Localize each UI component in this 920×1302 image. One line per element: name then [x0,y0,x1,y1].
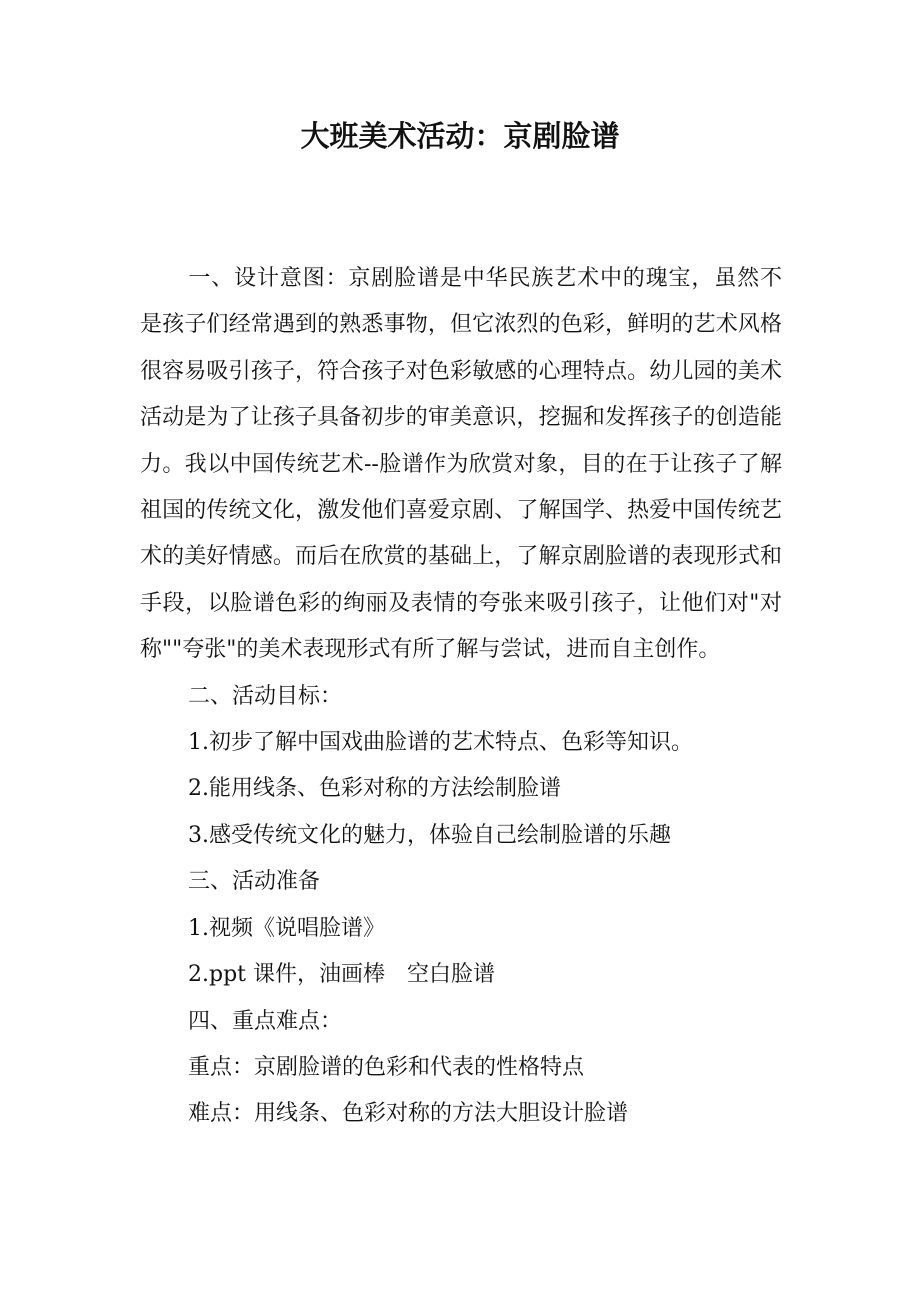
goal-item-3: 3.感受传统文化的魅力，体验自己绘制脸谱的乐趣 [188,822,671,848]
difficulty-item: 难点：用线条、色彩对称的方法大胆设计脸谱 [188,1101,629,1127]
heading-key-difficulties: 四、重点难点： [188,1008,343,1034]
goal-item-2: 2.能用线条、色彩对称的方法绘制脸谱 [188,776,561,802]
heading-activity-preparation: 三、活动准备 [188,869,321,895]
document-title: 大班美术活动：京剧脸谱 [300,119,620,153]
goal-item-1: 1.初步了解中国戏曲脸谱的艺术特点、色彩等知识。 [188,730,693,756]
preparation-item-1: 1.视频《说唱脸谱》 [188,915,385,941]
key-point-item: 重点：京剧脸谱的色彩和代表的性格特点 [188,1054,585,1080]
preparation-item-2: 2.ppt 课件，油画棒 空白脸谱 [188,962,495,988]
paragraph-design-intent: 一、设计意图：京剧脸谱是中华民族艺术中的瑰宝，虽然不是孩子们经常遇到的熟悉事物，但它浓烈的色彩，鲜明的艺术风格很容易吸引孩子，符合孩子对色彩敏感的心理特点。幼儿园的美术活动是为了让孩子具备初步的审美意识，挖掘和发挥孩子的创造能力。我以中国传统艺术--脸谱作为欣赏对象，目的在于让孩子了解祖国的传统文化，激发他们喜爱京剧、了解国学、热爱中国传统艺术的美好情感。而后在欣赏的基础上，了解京剧脸谱的表现形式和手段，以脸谱色彩的绚丽及表情的夸张来吸引孩子，让他们对"对称""夸张"的美术表现形式有所了解与尝试，进而自主创作。 [140,266,782,663]
heading-activity-goals: 二、活动目标： [188,683,343,709]
document-body [140,256,782,1138]
